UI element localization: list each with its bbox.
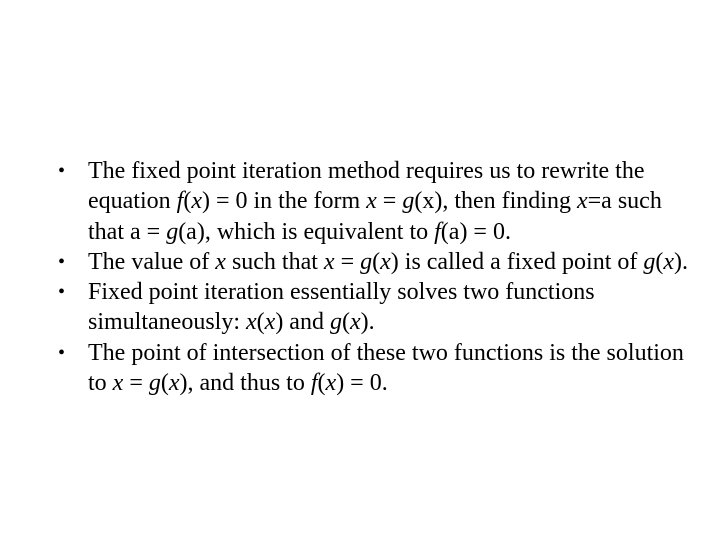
- bullet-text: [88, 158, 662, 245]
- italic-text: g: [329, 309, 342, 336]
- text-run: (: [183, 188, 192, 215]
- text-run: (: [655, 248, 664, 275]
- italic-text: g: [643, 248, 656, 275]
- italic-text: x: [325, 370, 337, 397]
- bullet-marker: •: [58, 341, 66, 364]
- text-run: =: [376, 188, 403, 215]
- bullet-item: [58, 338, 698, 399]
- text-run: The fixed point iteration method requires us to rewrite the equation: [88, 158, 645, 215]
- italic-text: x: [191, 188, 202, 215]
- bullet-marker: •: [58, 250, 66, 273]
- text-run: =: [334, 248, 361, 275]
- text-run: (: [160, 370, 169, 397]
- text-run: (: [341, 309, 350, 336]
- text-run: The point of intersection of these two functions is the solution to: [88, 339, 684, 397]
- text-run: ), and thus to: [179, 370, 311, 397]
- text-run: (: [256, 309, 265, 336]
- text-run: (a) = 0.: [440, 218, 511, 245]
- text-run: ) = 0 in the form: [201, 188, 367, 215]
- italic-text: x: [349, 309, 361, 336]
- text-run: (: [317, 370, 326, 397]
- text-run: ).: [674, 248, 689, 275]
- italic-text: x: [323, 248, 335, 275]
- text-run: (x), then finding: [414, 188, 577, 215]
- bullet-list: [58, 156, 698, 398]
- bullet-item: [58, 277, 698, 338]
- text-run: =a such that a =: [88, 188, 662, 245]
- text-run: (a), which is equivalent to: [178, 218, 435, 245]
- bullet-marker: •: [58, 160, 66, 182]
- bullet-item: [58, 156, 698, 247]
- bullet-item: [58, 247, 698, 277]
- text-run: such that: [225, 248, 324, 275]
- text-run: ) is called a fixed point of: [390, 248, 644, 275]
- italic-text: x: [168, 370, 180, 397]
- italic-text: f: [176, 188, 184, 215]
- italic-text: x: [215, 248, 226, 275]
- italic-text: g: [148, 370, 161, 397]
- text-run: The value of: [88, 248, 216, 275]
- bullet-text: [88, 279, 595, 335]
- italic-text: x: [366, 188, 377, 215]
- italic-text: f: [310, 370, 318, 397]
- italic-text: x: [663, 248, 675, 275]
- text-run: Fixed point iteration essentially solves two functions simultaneously:: [88, 279, 595, 336]
- italic-text: g: [360, 248, 373, 275]
- bullet-marker: •: [58, 281, 66, 304]
- text-run: ) and: [275, 309, 330, 336]
- bullet-text: [88, 249, 688, 275]
- italic-text: x: [380, 248, 391, 275]
- italic-text: f: [434, 218, 441, 245]
- italic-text: x: [576, 188, 588, 215]
- italic-text: x: [112, 370, 124, 397]
- italic-text: x: [264, 309, 276, 336]
- italic-text: g: [166, 218, 179, 245]
- bullet-text: [88, 340, 684, 396]
- text-run: ) = 0.: [336, 370, 388, 397]
- text-run: =: [123, 370, 149, 397]
- text-run: (: [372, 248, 381, 275]
- italic-text: g: [402, 188, 415, 215]
- italic-text: x: [246, 309, 257, 336]
- text-run: ).: [360, 309, 375, 336]
